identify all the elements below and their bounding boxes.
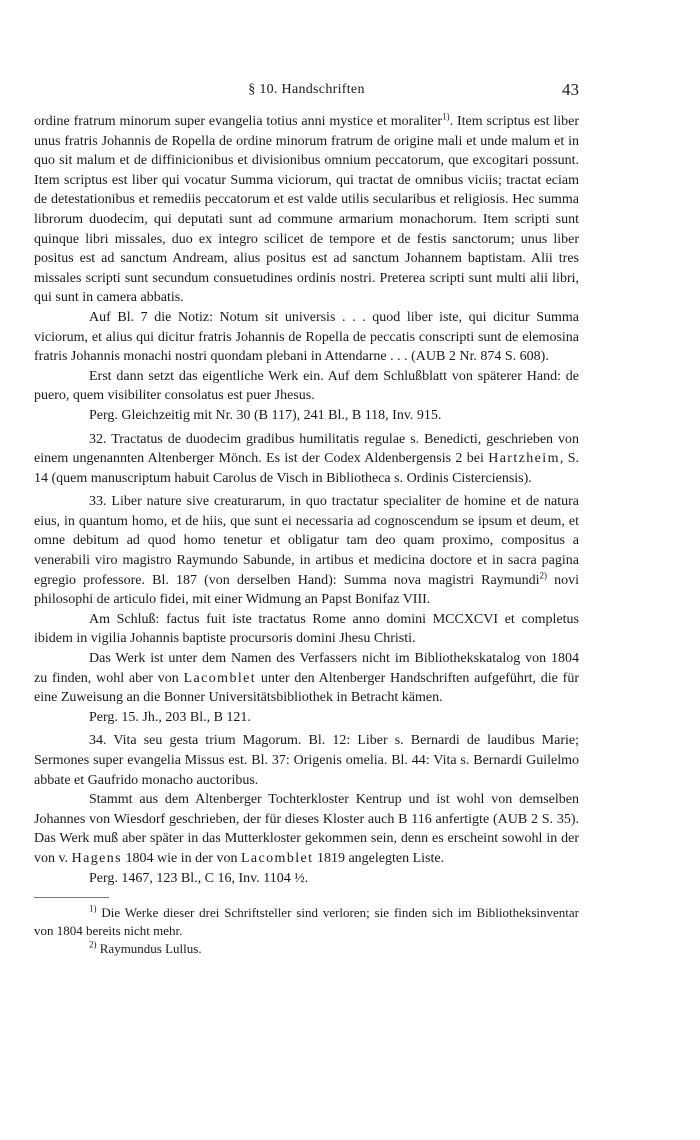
document-page: [34, 80, 579, 958]
paragraph-note: [34, 790, 579, 868]
footnotes: [34, 904, 579, 958]
body-text: [34, 112, 579, 888]
footnote-text: Die Werke dieser drei Schriftsteller sind verloren; sie finden sich im Bibliotheksinventar von 1804 bereits nicht mehr.: [34, 905, 579, 939]
paragraph-text: 32. Tractatus de duodecim gradibus humilitatis regulae s. Benedicti, geschrieben von einem ungenannten Altenberger Mönch. Es ist der Codex Aldenbergensis 2 bei: [34, 431, 579, 467]
paragraph-text: ordine fratrum minorum super evangelia totius anni mystice et moraliter: [34, 114, 443, 129]
page-number: 43: [562, 80, 579, 99]
shelfmark-line: Perg. 1467, 123 Bl., C 16, Inv. 1104 ½.: [89, 870, 309, 886]
entry-34: 34. Vita seu gesta trium Magorum. Bl. 12: Liber s. Bernardi de laudibus Marie; Sermones super evangelia Missus est. Bl. 37: Origenis omelia. Bl. 44: Vita s. Bernardi Guilelmo abbate et Gaufrido monacho auctoribus.: [34, 733, 579, 788]
author-name: Hagens: [71, 850, 122, 866]
footnote-text: Raymundus Lullus.: [96, 941, 202, 957]
paragraph-note: Am Schluß: factus fuit iste tractatus Rome anno domini MCCXCVI et completus ibidem in vigilia Johannis baptiste procursoris domini Jhesu Christi.: [34, 611, 579, 647]
footnote-mark: 1): [89, 903, 97, 914]
author-name: Lacomblet: [240, 850, 314, 866]
footnote-2: [34, 940, 579, 958]
footnote-ref: 1): [442, 111, 450, 122]
paragraph-text: novi philosophi de articulo fidei, mit einer Widmung an Papst Bonifaz VIII.: [34, 572, 579, 608]
paragraph-note: Erst dann setzt das eigentliche Werk ein. Auf dem Schlußblatt von späterer Hand: de puero, quem visibiliter consolatus est puer Jhesus.: [34, 368, 579, 404]
section-heading: § 10. Handschriften: [248, 82, 365, 97]
footnote-divider: [34, 897, 109, 898]
entry-32: [34, 430, 579, 489]
paragraph-text: Das Werk ist unter dem Namen des Verfassers nicht im Bibliothekskatalog von 1804 zu finden, wohl aber von: [34, 651, 579, 686]
paragraph-text: 1804 wie in der von: [121, 850, 241, 866]
footnote-1: [34, 904, 579, 940]
paragraph-text: unter den Altenberger Handschriften aufgeführt, die für eine Zuweisung an die Bonner Universitätsbibliothek in Betracht kämen.: [34, 670, 579, 706]
paragraph-text: 33. Liber nature sive creaturarum, in quo tractatur specialiter de homine et de natura eius, in quantum homo, et de hiis, que sunt ei necessaria ad cognoscendum se ipsum et deum, et omne debitum ad quod homo tenetur et obligatur tam deo quam proximo, compositus a venerabili viro magistro Raymundo Sabunde, in artibus et medicina doctore et in sacra pagina egregio professore. Bl. 187 (von derselben Hand): Summa nova magistri Raymundi: [34, 494, 579, 588]
paragraph-note: Auf Bl. 7 die Notiz: Notum sit universis . . . quod liber iste, qui dicitur Summa viciorum, et alius qui dicitur fratris Johannis de Ropella de peccatis conscripti sunt de elemosina fratris Johannis monachi nostri quondam plebani in Attendarne . . . (AUB 2 Nr. 874 S. 608).: [34, 309, 579, 365]
entry-33: [34, 492, 579, 610]
paragraph-note: [34, 649, 579, 708]
paragraph-text: Stammt aus dem Altenberger Tochterkloster Kentrup und ist wohl von demselben Johannes von Wiesdorf geschrieben, der für dieses Kloster auch B 116 anfertigte (AUB 2 S. 35). Das Werk muß aber später in das Mutterkloster gekommen sein, denn es erscheint sowohl in der von v.: [34, 792, 579, 866]
footnote-mark: 2): [89, 939, 97, 950]
paragraph-continuation: [34, 112, 579, 308]
footnote-ref: 2): [539, 570, 547, 580]
author-name: Lacomblet: [183, 670, 257, 686]
paragraph-text: . Item scriptus est liber unus fratris Johannis de Ropella de ordine minorum fratrum de origine mali et unde malum et in quo sit malum et de diffinicionibus et divisionibus omnium peccatorum, que excogitari possunt. Item scriptus est liber qui vocatur Summa viciorum, qui tractat de omnibus viciis; tractat eciam de detestationibus et remediis peccatorum et est valde utilis secularibus et religiosis. Hec summa librorum duodecim, qui deputati sunt ad commune armarium monachorum. Item scripti sunt quinque libri missales, duo ex integro scilicet de tempore et de festis sanctorum; unus liber positus est ad sanctum Andream, alius positus est ad sanctum Johannem baptistam. Alii tres missales scripti sunt secundum consuetudines ordinis nostri. Preterea scripti sunt multi alii libri, qui sunt in camera abbatis.: [34, 114, 580, 306]
running-header: [34, 80, 579, 104]
shelfmark-line: Perg. Gleichzeitig mit Nr. 30 (B 117), 241 Bl., B 118, Inv. 915.: [89, 407, 442, 423]
paragraph-text: 1819 angelegten Liste.: [313, 850, 445, 866]
paragraph-text: , S. 14 (quem manuscriptum habuit Carolus de Visch in Bibliotheca s. Ordinis Cisterciensis).: [34, 451, 579, 486]
author-name: Hartzheim: [488, 451, 560, 467]
shelfmark-line: Perg. 15. Jh., 203 Bl., B 121.: [89, 709, 251, 725]
